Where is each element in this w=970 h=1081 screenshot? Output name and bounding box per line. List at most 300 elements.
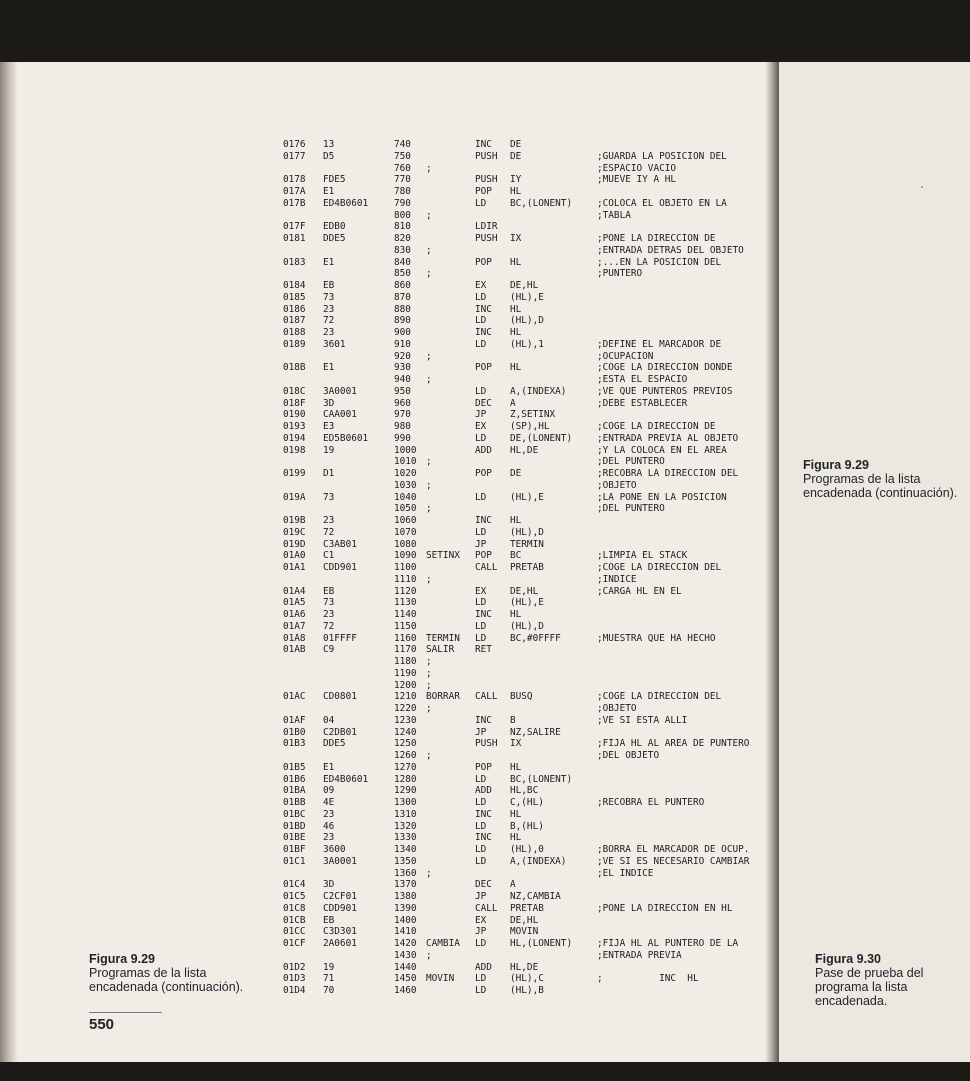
listing-line: 1080 [394, 538, 417, 550]
caption-title: Figura 9.29 [803, 458, 869, 472]
figure-caption-right-top [803, 458, 970, 500]
listing-addr: 018B [283, 362, 306, 374]
listing-line: 810 [394, 221, 411, 233]
listing-code: 3600 [323, 844, 346, 855]
listing-line: 1440 [394, 961, 417, 973]
listing-addr: 01BE [283, 832, 306, 844]
listing-args: A,(INDEXA) [510, 385, 567, 397]
listing-line: 760 [394, 162, 411, 174]
listing-cmt: ;Y LA COLOCA EN EL AREA [597, 444, 727, 456]
listing-op: LD [475, 597, 487, 609]
listing-code: C3D301 [323, 926, 357, 938]
listing-line: 1270 [394, 761, 417, 773]
listing-code: ED5B0601 [323, 432, 369, 444]
listing-code: 72 [323, 315, 335, 327]
listing-line: 1040 [394, 491, 417, 503]
listing-op: DEC [475, 879, 492, 891]
listing-line: 1430 [394, 949, 417, 961]
listing-op: POP [475, 468, 492, 479]
listing-line: 1360 [394, 867, 417, 879]
listing-code: 09 [323, 785, 335, 797]
listing-addr: 01A5 [283, 597, 306, 609]
listing-cmt: ;ESPACIO VACIO [597, 162, 677, 174]
listing-args: (HL),C [510, 973, 544, 985]
listing-op: CALL [475, 902, 498, 914]
listing-code: C3AB01 [323, 538, 357, 550]
listing-line: 880 [394, 303, 411, 315]
listing-addr: 01BC [283, 808, 306, 820]
listing-op: LD [475, 973, 487, 985]
listing-line: 1180 [394, 656, 417, 667]
listing-code: EB [323, 585, 335, 597]
listing-line: 1120 [394, 585, 417, 597]
listing-cmt: ;CARGA HL EN EL [597, 585, 682, 597]
listing-line: 1230 [394, 714, 417, 726]
listing-label: ; [426, 479, 432, 491]
listing-line: 1330 [394, 832, 417, 844]
listing-cmt: ; INC HL [597, 973, 699, 985]
listing-op: LD [475, 526, 487, 538]
listing-args: NZ,CAMBIA [510, 891, 561, 902]
listing-addr: 017A [283, 186, 306, 197]
listing-code: 3601 [323, 338, 346, 350]
listing-code: CDD901 [323, 902, 357, 914]
listing-op: POP [475, 761, 492, 773]
listing-line: 1210 [394, 691, 417, 703]
caption-text: Programas de la lista encadenada (continuación). [803, 472, 958, 500]
listing-addr: 01BD [283, 820, 306, 832]
listing-code: E1 [323, 761, 335, 773]
listing-args: HL [510, 186, 522, 197]
listing-addr: 01CF [283, 938, 306, 949]
listing-args: DE,(LONENT) [510, 432, 573, 444]
listing-line: 900 [394, 327, 411, 338]
listing-op: LD [475, 773, 487, 785]
caption-title: Figura 9.29 [89, 952, 155, 966]
listing-args: HL,DE [510, 444, 539, 456]
listing-label: ; [426, 703, 432, 714]
listing-line: 970 [394, 409, 411, 421]
listing-cmt: ;RECOBRA LA DIRECCION DEL [597, 468, 739, 479]
listing-cmt: ;MUEVE IY A HL [597, 174, 677, 186]
listing-code: 46 [323, 820, 335, 832]
listing-code: C2DB01 [323, 726, 357, 738]
listing-code: E3 [323, 421, 335, 432]
listing-op: INC [475, 832, 492, 844]
listing-label: CAMBIA [426, 938, 460, 949]
listing-args: C,(HL) [510, 797, 544, 808]
listing-op: JP [475, 926, 487, 938]
listing-args: BC,(LONENT) [510, 773, 573, 785]
listing-code: ED4B0601 [323, 773, 369, 785]
listing-line: 1140 [394, 609, 417, 620]
listing-op: PUSH [475, 233, 498, 244]
listing-cmt: ;TABLA [597, 209, 631, 221]
listing-code: CAA001 [323, 409, 357, 421]
listing-line: 1240 [394, 726, 417, 738]
listing-op: INC [475, 327, 492, 338]
listing-op: POP [475, 550, 492, 562]
listing-op: LDIR [475, 221, 498, 233]
listing-addr: 01A0 [283, 550, 306, 562]
listing-op: CALL [475, 562, 498, 573]
listing-addr: 01D4 [283, 985, 306, 996]
listing-args: PRETAB [510, 562, 544, 573]
listing-line: 1310 [394, 808, 417, 820]
listing-op: ADD [475, 961, 492, 973]
listing-addr: 018C [283, 385, 306, 397]
listing-code: E1 [323, 362, 335, 374]
listing-addr: 0198 [283, 444, 306, 456]
listing-args: HL [510, 303, 522, 315]
listing-line: 1300 [394, 797, 417, 808]
listing-code: 2A0601 [323, 938, 357, 949]
listing-addr: 01A6 [283, 609, 306, 620]
listing-addr: 0189 [283, 338, 306, 350]
listing-addr: 019A [283, 491, 306, 503]
listing-args: (HL),1 [510, 338, 544, 350]
listing-code: 72 [323, 620, 335, 632]
listing-addr: 0176 [283, 139, 306, 150]
listing-line: 1110 [394, 573, 417, 585]
caption-text: Programas de la lista encadenada (continuación). [89, 966, 244, 994]
listing-line: 870 [394, 291, 411, 303]
listing-line: 1170 [394, 644, 417, 656]
listing-args: (HL),D [510, 315, 544, 327]
listing-line: 1420 [394, 938, 417, 949]
listing-code: 19 [323, 961, 335, 973]
listing-code: 01FFFF [323, 632, 357, 644]
listing-label: MOVIN [426, 973, 455, 985]
listing-args: (HL),0 [510, 844, 544, 855]
listing-label: ; [426, 656, 432, 667]
listing-code: C1 [323, 550, 335, 562]
listing-addr: 01B5 [283, 761, 306, 773]
listing-line: 800 [394, 209, 411, 221]
listing-args: DE [510, 139, 522, 150]
listing-line: 820 [394, 233, 411, 244]
listing-addr: 01A4 [283, 585, 306, 597]
listing-line: 960 [394, 397, 411, 409]
listing-args: HL [510, 609, 522, 620]
listing-line: 1150 [394, 620, 417, 632]
listing-addr: 01BB [283, 797, 306, 808]
listing-label: ; [426, 456, 432, 468]
listing-args: DE,HL [510, 914, 539, 926]
assembly-listing [283, 139, 773, 999]
listing-line: 890 [394, 315, 411, 327]
listing-code: CDD901 [323, 562, 357, 573]
listing-addr: 0193 [283, 421, 306, 432]
listing-cmt: ;ENTRADA PREVIA AL OBJETO [597, 432, 739, 444]
listing-args: (HL),B [510, 985, 544, 996]
listing-args: DE [510, 468, 522, 479]
listing-addr: 0183 [283, 256, 306, 268]
listing-op: INC [475, 515, 492, 526]
listing-op: LD [475, 855, 487, 867]
listing-line: 830 [394, 244, 411, 256]
listing-addr: 017B [283, 197, 306, 209]
listing-addr: 01B0 [283, 726, 306, 738]
listing-args: (HL),D [510, 526, 544, 538]
listing-label: SALIR [426, 644, 455, 656]
listing-args: B [510, 714, 516, 726]
listing-args: BC,#0FFFF [510, 632, 561, 644]
listing-line: 1090 [394, 550, 417, 562]
listing-args: (HL),E [510, 597, 544, 609]
listing-code: ED4B0601 [323, 197, 369, 209]
listing-label: ; [426, 162, 432, 174]
caption-text: Pase de prueba del programa la lista encadenada. [815, 966, 924, 1008]
listing-addr: 01A8 [283, 632, 306, 644]
listing-code: 71 [323, 973, 335, 985]
listing-line: 980 [394, 421, 411, 432]
listing-op: LD [475, 291, 487, 303]
listing-cmt: ;FIJA HL AL PUNTERO DE LA [597, 938, 739, 949]
listing-addr: 01B3 [283, 738, 306, 750]
listing-code: 13 [323, 139, 335, 150]
listing-code: 23 [323, 303, 335, 315]
listing-op: LD [475, 844, 487, 855]
listing-args: HL [510, 832, 522, 844]
listing-label: ; [426, 679, 432, 691]
listing-label: ; [426, 667, 432, 679]
listing-addr: 0178 [283, 174, 306, 186]
listing-args: A [510, 397, 516, 409]
listing-cmt: ;VE SI ES NECESARIO CAMBIAR [597, 855, 750, 867]
listing-op: EX [475, 280, 487, 291]
listing-args: HL [510, 256, 522, 268]
listing-args: B,(HL) [510, 820, 544, 832]
listing-args: HL [510, 515, 522, 526]
listing-addr: 017F [283, 221, 306, 233]
listing-line: 1280 [394, 773, 417, 785]
listing-code: E1 [323, 256, 335, 268]
listing-addr: 01AB [283, 644, 306, 656]
listing-code: EB [323, 280, 335, 291]
listing-line: 1100 [394, 562, 417, 573]
listing-line: 1370 [394, 879, 417, 891]
listing-cmt: ;ENTRADA DETRAS DEL OBJETO [597, 244, 744, 256]
listing-op: POP [475, 256, 492, 268]
listing-code: 72 [323, 526, 335, 538]
listing-args: DE [510, 150, 522, 162]
listing-line: 860 [394, 280, 411, 291]
listing-code: 23 [323, 808, 335, 820]
listing-code: D1 [323, 468, 335, 479]
listing-args: HL,DE [510, 961, 539, 973]
listing-line: 920 [394, 350, 411, 362]
listing-args: BC,(LONENT) [510, 197, 573, 209]
listing-cmt: ;MUESTRA QUE HA HECHO [597, 632, 716, 644]
listing-args: IX [510, 738, 522, 750]
listing-code: C2CF01 [323, 891, 357, 902]
listing-op: LD [475, 385, 487, 397]
listing-cmt: ;ESTA EL ESPACIO [597, 374, 688, 385]
listing-args: DE,HL [510, 585, 539, 597]
listing-addr: 01CB [283, 914, 306, 926]
listing-label: ; [426, 268, 432, 280]
listing-addr: 0187 [283, 315, 306, 327]
listing-label: BORRAR [426, 691, 460, 703]
listing-addr: 01BA [283, 785, 306, 797]
listing-cmt: ;...EN LA POSICION DEL [597, 256, 722, 268]
listing-label: ; [426, 503, 432, 515]
listing-op: DEC [475, 397, 492, 409]
listing-code: 3A0001 [323, 385, 357, 397]
listing-op: INC [475, 139, 492, 150]
listing-addr: 0181 [283, 233, 306, 244]
listing-cmt: ;DEBE ESTABLECER [597, 397, 688, 409]
listing-cmt: ;LA PONE EN LA POSICION [597, 491, 727, 503]
listing-line: 950 [394, 385, 411, 397]
listing-cmt: ;FIJA HL AL AREA DE PUNTERO [597, 738, 750, 750]
listing-addr: 0190 [283, 409, 306, 421]
listing-line: 1390 [394, 902, 417, 914]
listing-label: ; [426, 244, 432, 256]
listing-cmt: ;INDICE [597, 573, 637, 585]
listing-addr: 01D3 [283, 973, 306, 985]
listing-cmt: ;COGE LA DIRECCION DEL [597, 691, 722, 703]
listing-line: 1460 [394, 985, 417, 996]
listing-args: IY [510, 174, 522, 186]
listing-cmt: ;VE SI ESTA ALLI [597, 714, 688, 726]
listing-op: INC [475, 303, 492, 315]
listing-line: 1220 [394, 703, 417, 714]
listing-code: FDE5 [323, 174, 346, 186]
listing-line: 1050 [394, 503, 417, 515]
listing-args: MOVIN [510, 926, 539, 938]
listing-code: 73 [323, 491, 335, 503]
listing-addr: 01AF [283, 714, 306, 726]
listing-line: 1400 [394, 914, 417, 926]
listing-op: JP [475, 726, 487, 738]
listing-addr: 019B [283, 515, 306, 526]
listing-cmt: ;PONE LA DIRECCION EN HL [597, 902, 733, 914]
listing-op: EX [475, 914, 487, 926]
listing-line: 740 [394, 139, 411, 150]
listing-line: 910 [394, 338, 411, 350]
listing-line: 1160 [394, 632, 417, 644]
listing-line: 990 [394, 432, 411, 444]
listing-op: LD [475, 197, 487, 209]
listing-code: C9 [323, 644, 335, 656]
listing-line: 850 [394, 268, 411, 280]
listing-line: 790 [394, 197, 411, 209]
listing-line: 930 [394, 362, 411, 374]
listing-line: 1250 [394, 738, 417, 750]
listing-line: 750 [394, 150, 411, 162]
listing-label: ; [426, 867, 432, 879]
listing-cmt: ;OBJETO [597, 703, 637, 714]
listing-op: POP [475, 186, 492, 197]
listing-code: 3D [323, 397, 335, 409]
listing-code: 3A0001 [323, 855, 357, 867]
listing-line: 1320 [394, 820, 417, 832]
listing-args: A [510, 879, 516, 891]
listing-code: 23 [323, 515, 335, 526]
listing-args: (SP),HL [510, 421, 550, 432]
listing-label: ; [426, 949, 432, 961]
listing-cmt: ;COLOCA EL OBJETO EN LA [597, 197, 727, 209]
listing-code: DDE5 [323, 738, 346, 750]
listing-line: 1060 [394, 515, 417, 526]
listing-addr: 01CC [283, 926, 306, 938]
listing-op: INC [475, 609, 492, 620]
listing-args: (HL),E [510, 291, 544, 303]
listing-code: 73 [323, 597, 335, 609]
listing-op: INC [475, 808, 492, 820]
listing-label: ; [426, 750, 432, 761]
listing-code: 4E [323, 797, 335, 808]
listing-cmt: ;COGE LA DIRECCION DEL [597, 562, 722, 573]
listing-op: LD [475, 938, 487, 949]
listing-op: PUSH [475, 150, 498, 162]
listing-code: 23 [323, 327, 335, 338]
listing-line: 1030 [394, 479, 417, 491]
listing-op: CALL [475, 691, 498, 703]
listing-line: 1000 [394, 444, 417, 456]
listing-code: 23 [323, 609, 335, 620]
listing-op: PUSH [475, 738, 498, 750]
listing-op: LD [475, 491, 487, 503]
listing-op: JP [475, 538, 487, 550]
listing-args: HL [510, 761, 522, 773]
listing-addr: 01C1 [283, 855, 306, 867]
listing-addr: 01D2 [283, 961, 306, 973]
listing-args: NZ,SALIRE [510, 726, 561, 738]
listing-code: D5 [323, 150, 335, 162]
listing-addr: 01B6 [283, 773, 306, 785]
listing-cmt: ;PONE LA DIRECCION DE [597, 233, 716, 244]
listing-op: LD [475, 632, 487, 644]
listing-args: IX [510, 233, 522, 244]
listing-line: 1200 [394, 679, 417, 691]
listing-args: (HL),E [510, 491, 544, 503]
listing-label: TERMIN [426, 632, 460, 644]
listing-op: JP [475, 891, 487, 902]
listing-line: 1070 [394, 526, 417, 538]
listing-addr: 0184 [283, 280, 306, 291]
listing-op: ADD [475, 444, 492, 456]
listing-code: 70 [323, 985, 335, 996]
paper-speck [921, 186, 923, 188]
listing-code: 19 [323, 444, 335, 456]
listing-line: 1290 [394, 785, 417, 797]
listing-cmt: ;COGE LA DIRECCION DE [597, 421, 716, 432]
listing-op: LD [475, 797, 487, 808]
listing-addr: 0199 [283, 468, 306, 479]
listing-args: DE,HL [510, 280, 539, 291]
listing-line: 1350 [394, 855, 417, 867]
listing-op: LD [475, 338, 487, 350]
listing-addr: 01C8 [283, 902, 306, 914]
listing-cmt: ;PUNTERO [597, 268, 643, 280]
listing-line: 1380 [394, 891, 417, 902]
listing-cmt: ;OBJETO [597, 479, 637, 491]
listing-line: 1020 [394, 468, 417, 479]
listing-args: HL,(LONENT) [510, 938, 573, 949]
listing-args: HL [510, 362, 522, 374]
listing-addr: 01A7 [283, 620, 306, 632]
listing-label: ; [426, 573, 432, 585]
listing-addr: 01C5 [283, 891, 306, 902]
listing-args: HL,BC [510, 785, 539, 797]
listing-op: LD [475, 985, 487, 996]
listing-cmt: ;DEL PUNTERO [597, 456, 665, 468]
listing-cmt: ;GUARDA LA POSICION DEL [597, 150, 727, 162]
footer-rule [89, 1012, 162, 1013]
